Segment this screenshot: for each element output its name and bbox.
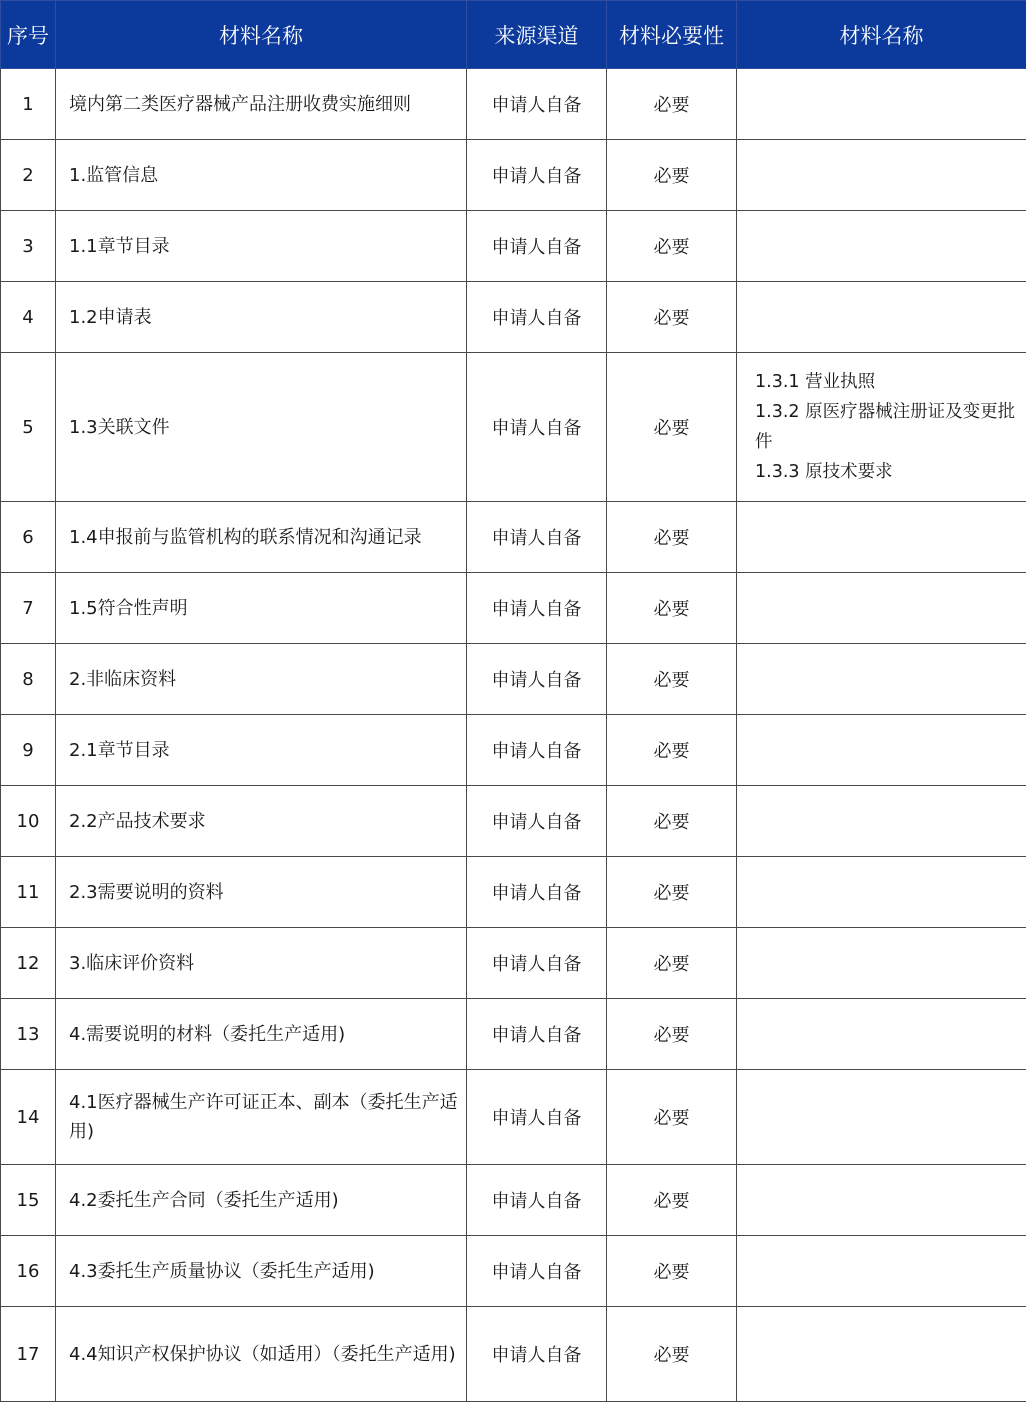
row-source: 申请人自备: [467, 282, 607, 353]
row-subname: [737, 999, 1026, 1070]
table-row: [1, 644, 1026, 715]
row-necessity: 必要: [607, 1165, 737, 1236]
row-source: 申请人自备: [467, 69, 607, 140]
header-source: 来源渠道: [467, 1, 607, 69]
row-name: 境内第二类医疗器械产品注册收费实施细则: [56, 69, 467, 140]
row-source: 申请人自备: [467, 502, 607, 573]
row-subname: [737, 282, 1026, 353]
table-row: [1, 211, 1026, 282]
row-subname: [737, 573, 1026, 644]
row-subname: [737, 502, 1026, 573]
row-source: 申请人自备: [467, 999, 607, 1070]
row-necessity: 必要: [607, 140, 737, 211]
row-subname: [737, 353, 1026, 502]
table-row: [1, 573, 1026, 644]
row-necessity: 必要: [607, 573, 737, 644]
row-name: 4.需要说明的材料（委托生产适用): [56, 999, 467, 1070]
row-name: 2.2产品技术要求: [56, 786, 467, 857]
row-no: 14: [1, 1070, 56, 1165]
row-source: 申请人自备: [467, 1165, 607, 1236]
row-source: 申请人自备: [467, 786, 607, 857]
row-no: 8: [1, 644, 56, 715]
row-no: 16: [1, 1236, 56, 1307]
row-no: 1: [1, 69, 56, 140]
table-row: [1, 353, 1026, 502]
row-name: 3.临床评价资料: [56, 928, 467, 999]
row-source: 申请人自备: [467, 353, 607, 502]
row-no: 7: [1, 573, 56, 644]
sub-item: 1.3.3 原技术要求: [755, 457, 1018, 487]
row-subname: [737, 140, 1026, 211]
sub-item: 1.3.1 营业执照: [755, 367, 1018, 397]
table-row: [1, 282, 1026, 353]
row-no: 12: [1, 928, 56, 999]
row-source: 申请人自备: [467, 211, 607, 282]
table-row: [1, 928, 1026, 999]
row-source: 申请人自备: [467, 928, 607, 999]
row-subname: [737, 786, 1026, 857]
table-row: [1, 1307, 1026, 1402]
row-necessity: 必要: [607, 857, 737, 928]
row-name: 2.1章节目录: [56, 715, 467, 786]
row-subname: [737, 1165, 1026, 1236]
row-subname: [737, 1307, 1026, 1402]
row-subname: [737, 857, 1026, 928]
table-row: [1, 1236, 1026, 1307]
table-row: [1, 857, 1026, 928]
sub-item: 1.3.2 原医疗器械注册证及变更批件: [755, 397, 1018, 457]
row-subname: [737, 928, 1026, 999]
row-name: 4.4知识产权保护协议（如适用）（委托生产适用): [56, 1307, 467, 1402]
row-subname: [737, 1236, 1026, 1307]
row-name: 1.3关联文件: [56, 353, 467, 502]
row-no: 4: [1, 282, 56, 353]
row-source: 申请人自备: [467, 1307, 607, 1402]
row-source: 申请人自备: [467, 1236, 607, 1307]
row-necessity: 必要: [607, 69, 737, 140]
row-subname: [737, 69, 1026, 140]
row-subname: [737, 1070, 1026, 1165]
row-source: 申请人自备: [467, 1070, 607, 1165]
row-necessity: 必要: [607, 1307, 737, 1402]
header-subname: 材料名称: [737, 1, 1026, 69]
row-name: 4.1医疗器械生产许可证正本、副本（委托生产适用): [56, 1070, 467, 1165]
header-name: 材料名称: [56, 1, 467, 69]
row-source: 申请人自备: [467, 857, 607, 928]
table-row: [1, 1165, 1026, 1236]
row-necessity: 必要: [607, 282, 737, 353]
row-subname: [737, 211, 1026, 282]
row-subname: [737, 644, 1026, 715]
row-necessity: 必要: [607, 1236, 737, 1307]
row-name: 1.5符合性声明: [56, 573, 467, 644]
table-header-row: [1, 1, 1026, 69]
table-row: [1, 502, 1026, 573]
table-row: [1, 999, 1026, 1070]
row-no: 11: [1, 857, 56, 928]
row-necessity: 必要: [607, 715, 737, 786]
row-no: 13: [1, 999, 56, 1070]
row-no: 15: [1, 1165, 56, 1236]
table-row: [1, 140, 1026, 211]
table-row: [1, 715, 1026, 786]
header-no: 序号: [1, 1, 56, 69]
row-necessity: 必要: [607, 1070, 737, 1165]
row-source: 申请人自备: [467, 644, 607, 715]
row-no: 2: [1, 140, 56, 211]
row-no: 17: [1, 1307, 56, 1402]
row-name: 4.2委托生产合同（委托生产适用): [56, 1165, 467, 1236]
row-no: 9: [1, 715, 56, 786]
row-name: 1.4申报前与监管机构的联系情况和沟通记录: [56, 502, 467, 573]
row-source: 申请人自备: [467, 573, 607, 644]
row-no: 10: [1, 786, 56, 857]
row-source: 申请人自备: [467, 715, 607, 786]
row-no: 3: [1, 211, 56, 282]
row-name: 1.2申请表: [56, 282, 467, 353]
row-necessity: 必要: [607, 786, 737, 857]
table-row: [1, 1070, 1026, 1165]
row-name: 2.非临床资料: [56, 644, 467, 715]
row-name: 1.1章节目录: [56, 211, 467, 282]
row-no: 6: [1, 502, 56, 573]
row-necessity: 必要: [607, 999, 737, 1070]
row-necessity: 必要: [607, 211, 737, 282]
row-necessity: 必要: [607, 928, 737, 999]
row-name: 1.监管信息: [56, 140, 467, 211]
header-necessity: 材料必要性: [607, 1, 737, 69]
table-row: [1, 69, 1026, 140]
row-source: 申请人自备: [467, 140, 607, 211]
row-necessity: 必要: [607, 502, 737, 573]
row-no: 5: [1, 353, 56, 502]
row-necessity: 必要: [607, 353, 737, 502]
row-name: 4.3委托生产质量协议（委托生产适用): [56, 1236, 467, 1307]
table-row: [1, 786, 1026, 857]
row-name: 2.3需要说明的资料: [56, 857, 467, 928]
row-necessity: 必要: [607, 644, 737, 715]
row-subname: [737, 715, 1026, 786]
